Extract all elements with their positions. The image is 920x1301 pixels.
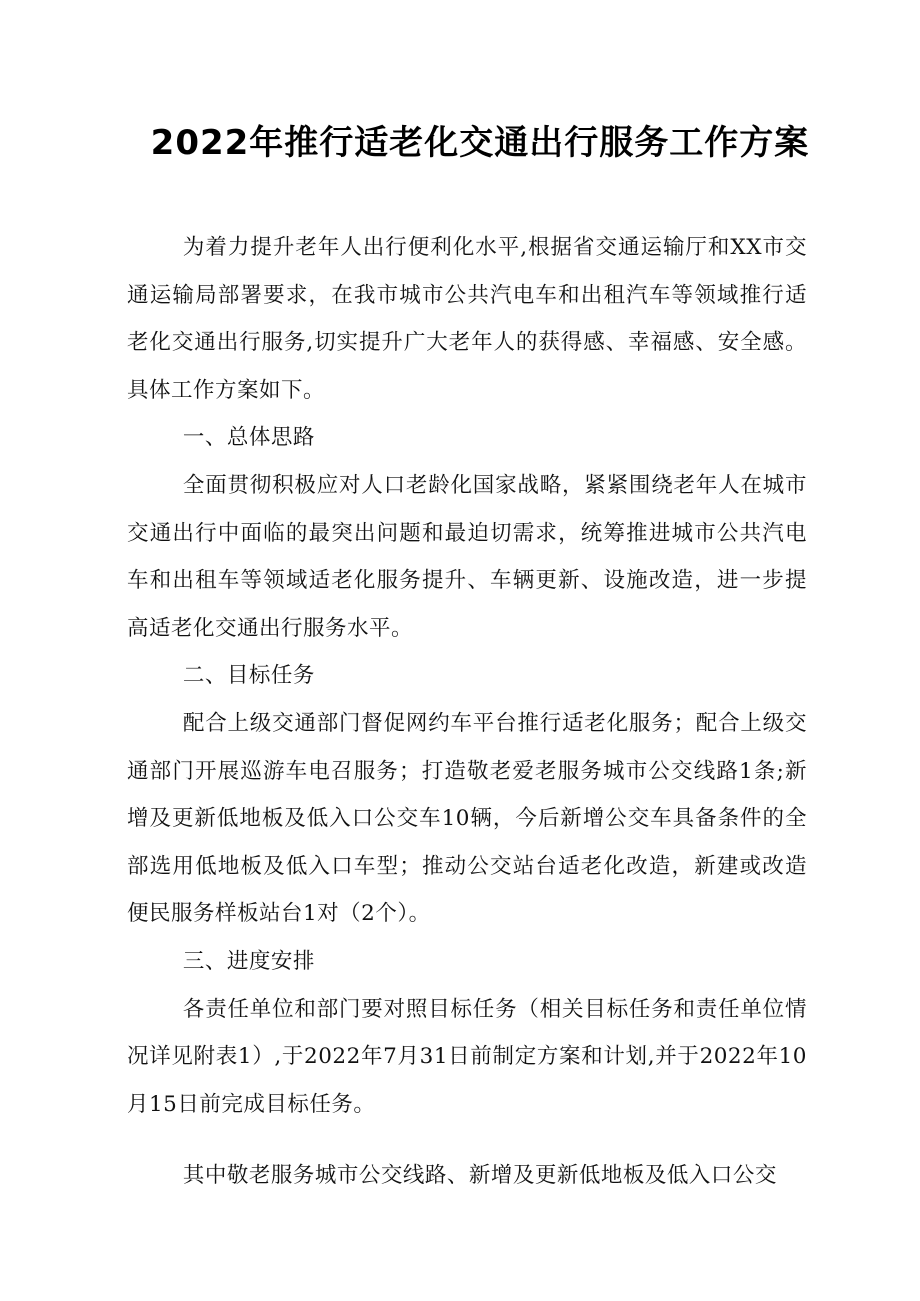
document-title: 2022年推行适老化交通出行服务工作方案 xyxy=(150,123,810,163)
schedule-paragraph: 各责任单位和部门要对照目标任务（相关目标任务和责任单位情况详见附表1）,于2022年7月31日前制定方案和计划,并于2022年10月15日前完成目标任务。 xyxy=(127,996,807,1117)
section-heading-goals: 二、目标任务 xyxy=(182,663,315,689)
goals-paragraph: 配合上级交通部门督促网约车平台推行适老化服务；配合上级交通部门开展巡游车电召服务；打造敬老爱老服务城市公交线路1条;新增及更新低地板及低入口公交车10辆，今后新增公交车具备条件的全部选用低地板及低入口车型；推动公交站台适老化改造，新建或改造便民服务样板站台1对（2个）。 xyxy=(127,710,807,927)
section-heading-schedule: 三、进度安排 xyxy=(182,948,315,974)
overall-approach-paragraph: 全面贯彻积极应对人口老龄化国家战略，紧紧围绕老年人在城市交通出行中面临的最突出问题和最迫切需求，统筹推进城市公共汽电车和出租车等领域适老化服务提升、车辆更新、设施改造，进一步提高适老化交通出行服务水平。 xyxy=(127,472,807,641)
document-body xyxy=(127,224,807,1200)
section-heading-overall-approach: 一、总体思路 xyxy=(182,425,315,451)
intro-paragraph: 为着力提升老年人出行便利化水平,根据省交通运输厅和XX市交通运输局部署要求，在我市城市公共汽电车和出租汽车等领域推行适老化交通出行服务,切实提升广大老年人的获得感、幸福感、安全感。具体工作方案如下。 xyxy=(127,235,807,403)
continuation-paragraph: 其中敬老服务城市公交线路、新增及更新低地板及低入口公交 xyxy=(182,1163,777,1189)
